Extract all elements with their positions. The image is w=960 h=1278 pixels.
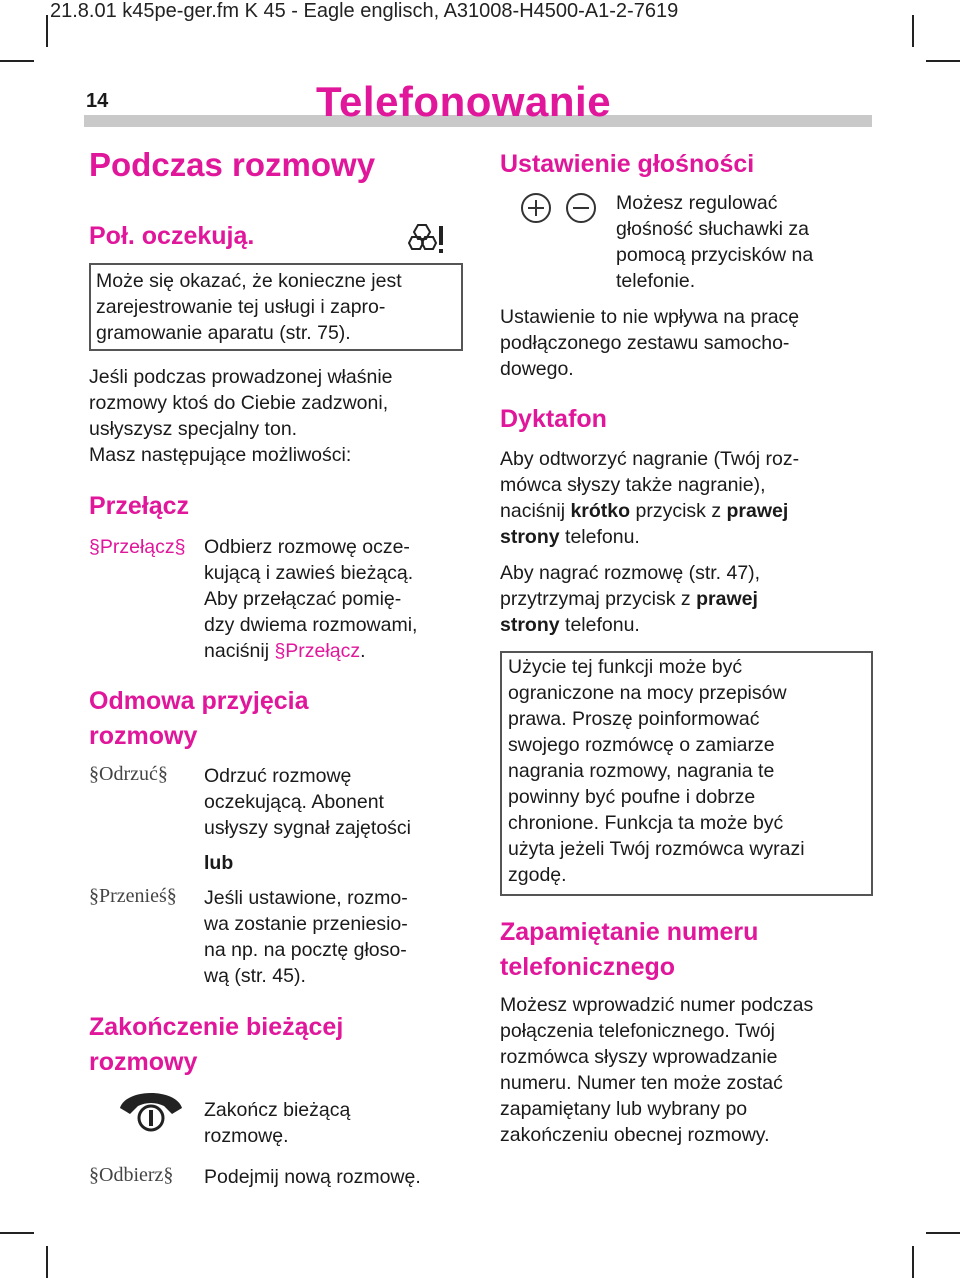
switch-line: Odbierz rozmowę ocze-: [204, 536, 410, 558]
forward-line: Jeśli ustawione, rozmo-: [204, 887, 408, 909]
volume-line: Możesz regulować: [616, 192, 778, 214]
dict-text: telefonu.: [559, 614, 640, 636]
volume-down-icon: [566, 193, 596, 223]
hold-heading: Poł. oczekują.: [89, 222, 255, 250]
network-service-icon: [408, 222, 448, 256]
dictaphone-playback-text: [500, 446, 799, 550]
end-heading-line: rozmowy: [89, 1048, 198, 1076]
switch-softkey: §Przełącz§: [89, 536, 186, 558]
reject-line: usłyszy sygnał zajętości: [204, 817, 411, 839]
dict-line: mówca słyszy także nagranie),: [500, 474, 766, 496]
volume-up-icon: [521, 193, 551, 223]
or-label: lub: [204, 852, 234, 874]
section-heading-during-call: Podczas rozmowy: [89, 146, 376, 183]
reject-softkey: §Odrzuć§: [89, 763, 168, 785]
dict-line-emph: [500, 524, 799, 550]
legal-line: ograniczone na mocy przepisów: [508, 682, 787, 704]
reject-heading-line: rozmowy: [89, 722, 198, 750]
legal-line: Użycie tej funkcji może być: [508, 656, 743, 678]
reject-line: oczekującą. Abonent: [204, 791, 384, 813]
legal-line: chronione. Funkcja ta może być: [508, 812, 784, 834]
crop-mark: [46, 15, 48, 47]
note-line: zarejestrowanie tej usługi i zapro-: [96, 296, 386, 318]
switch-line: dzy dwiema rozmowami,: [204, 614, 418, 636]
volume-line: głośność słuchawki za: [616, 218, 809, 240]
answer-description: Podejmij nową rozmowę.: [204, 1166, 421, 1188]
legal-line: użyta jeżeli Twój rozmówca wyrazi: [508, 838, 805, 860]
switch-line: naciśnij: [204, 640, 275, 662]
legal-line: nagrania rozmowy, nagrania te: [508, 760, 775, 782]
end-call-description: [204, 1097, 350, 1149]
volume-line: telefonie.: [616, 270, 696, 292]
forward-description: [204, 885, 408, 989]
volume-note-line: podłączonego zestawu samocho-: [500, 332, 790, 354]
crop-mark: [46, 1246, 48, 1278]
intro-line: usłyszysz specjalny ton.: [89, 418, 298, 440]
reject-line: Odrzuć rozmowę: [204, 765, 352, 787]
dictaphone-record-text: [500, 560, 760, 638]
save-heading-line: telefonicznego: [500, 953, 676, 981]
dictaphone-heading: Dyktafon: [500, 405, 607, 433]
intro-line: Masz następujące możliwości:: [89, 444, 352, 466]
reject-heading-line: Odmowa przyjęcia: [89, 687, 309, 715]
save-line: połączenia telefonicznego. Twój: [500, 1020, 775, 1042]
chapter-title: Telefonowanie: [316, 78, 612, 125]
service-note-box: [89, 263, 463, 351]
legal-line: powinny być poufne i dobrze: [508, 786, 756, 808]
end-call-key-icon: [116, 1086, 186, 1136]
switch-line: kującą i zawieś bieżącą.: [204, 562, 414, 584]
crop-mark: [926, 1232, 960, 1234]
reject-heading: [89, 684, 309, 754]
crop-mark: [912, 1246, 914, 1278]
dict-text: telefonu.: [559, 526, 640, 548]
legal-line: zgodę.: [508, 864, 567, 886]
volume-note: [500, 304, 799, 382]
switch-description: [204, 534, 417, 664]
crop-mark: [912, 15, 914, 47]
answer-softkey: §Odbierz§: [89, 1164, 174, 1186]
dict-line-emph: [500, 498, 799, 524]
dict-line: Aby odtworzyć nagranie (Twój roz-: [500, 448, 800, 470]
intro-line: Jeśli podczas prowadzonej właśnie: [89, 366, 393, 388]
page-number: 14: [86, 90, 109, 112]
dict-bold: strony: [500, 526, 560, 548]
save-number-text: [500, 992, 813, 1148]
dict-line-emph: [500, 612, 760, 638]
volume-note-line: Ustawienie to nie wpływa na pracę: [500, 306, 800, 328]
switch-line-end: .: [360, 640, 366, 662]
save-line: zakończeniu obecnej rozmowy.: [500, 1124, 770, 1146]
switch-heading: Przełącz: [89, 492, 190, 520]
dict-bold: prawej: [726, 500, 789, 522]
save-line: zapamiętany lub wybrany po: [500, 1098, 748, 1120]
save-line: numeru. Numer ten może zostać: [500, 1072, 783, 1094]
forward-softkey: §Przenieś§: [89, 885, 177, 907]
end-heading-line: Zakończenie bieżącej: [89, 1013, 344, 1041]
end-line: Zakończ bieżącą: [204, 1099, 351, 1121]
legal-line: swojego rozmówcę o zamiarze: [508, 734, 775, 756]
dict-bold: strony: [500, 614, 560, 636]
save-number-heading: [500, 915, 758, 985]
end-line: rozmowę.: [204, 1125, 289, 1147]
end-call-heading: [89, 1010, 343, 1080]
reject-description: [204, 763, 411, 841]
dict-line-emph: [500, 586, 760, 612]
dict-bold: krótko: [570, 500, 631, 522]
save-line: rozmówca słyszy wprowadzanie: [500, 1046, 778, 1068]
note-line: Może się okazać, że konieczne jest: [96, 270, 402, 292]
dict-line: Aby nagrać rozmowę (str. 47),: [500, 562, 761, 584]
dict-text: przytrzymaj przycisk z: [500, 588, 697, 610]
volume-description: [616, 190, 813, 294]
forward-line: na np. na pocztę głoso-: [204, 939, 407, 961]
dict-text: naciśnij: [500, 500, 571, 522]
volume-heading: Ustawienie głośności: [500, 150, 755, 178]
legal-line: prawa. Proszę poinformować: [508, 708, 760, 730]
crop-mark: [0, 60, 34, 62]
volume-note-line: dowego.: [500, 358, 574, 380]
switch-line: Aby przełączać pomię-: [204, 588, 402, 610]
save-heading-line: Zapamiętanie numeru: [500, 918, 759, 946]
crop-mark: [0, 1232, 34, 1234]
forward-line: wa zostanie przeniesio-: [204, 913, 408, 935]
note-line: gramowanie aparatu (str. 75).: [96, 322, 351, 344]
print-header-info: 21.8.01 k45pe-ger.fm K 45 - Eagle englisch, A31008-H4500-A1-2-7619: [50, 0, 679, 22]
crop-mark: [926, 60, 960, 62]
intro-paragraph: [89, 364, 393, 468]
legal-note-box: [500, 651, 873, 896]
intro-line: rozmowy ktoś do Ciebie zadzwoni,: [89, 392, 389, 414]
save-line: Możesz wprowadzić numer podczas: [500, 994, 814, 1016]
forward-line: wą (str. 45).: [204, 965, 306, 987]
volume-line: pomocą przycisków na: [616, 244, 814, 266]
dict-text: przycisk z: [630, 500, 727, 522]
switch-inline-softkey: §Przełącz: [274, 640, 361, 662]
switch-line-last: [204, 638, 417, 664]
dict-bold: prawej: [696, 588, 758, 610]
